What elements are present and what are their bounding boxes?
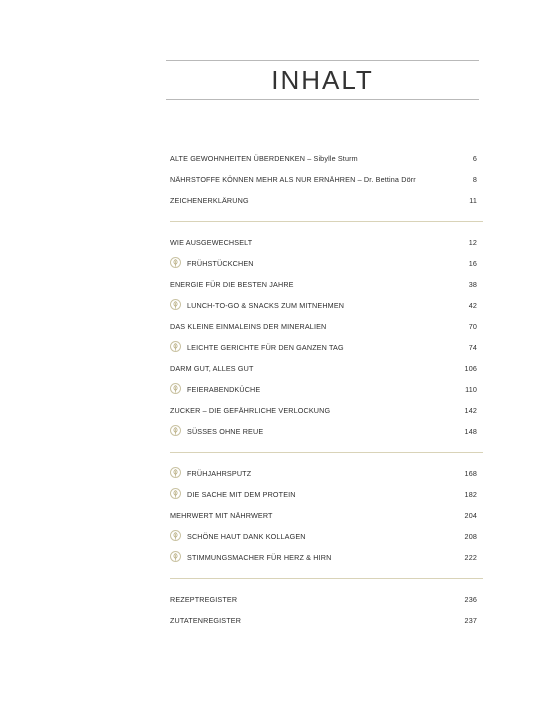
toc-entry-page-number: 204 <box>464 511 477 520</box>
recipe-leaf-icon <box>170 530 181 541</box>
toc-entry-page-number: 222 <box>464 553 477 562</box>
section-divider <box>170 452 483 453</box>
title-bottom-rule <box>166 99 479 100</box>
toc-entry-label: ALTE GEWOHNHEITEN ÜBERDENKEN – Sibylle Sturm <box>170 154 358 163</box>
toc-entry[interactable] <box>170 316 477 337</box>
toc-entry-page-number: 110 <box>465 385 477 394</box>
toc-entry-page-number: 8 <box>472 175 477 184</box>
toc-entry-label: FRÜHSTÜCKCHEN <box>187 259 254 268</box>
toc-entry[interactable] <box>170 169 477 190</box>
toc-entry-page-number: 168 <box>464 469 477 478</box>
toc-entry-label: SCHÖNE HAUT DANK KOLLAGEN <box>187 532 306 541</box>
toc-entry-page-number: 148 <box>464 427 477 436</box>
toc-entry[interactable] <box>170 253 477 274</box>
toc-entry[interactable] <box>170 190 477 211</box>
section-divider <box>170 221 483 222</box>
toc-entry-page-number: 142 <box>464 406 477 415</box>
recipe-leaf-icon <box>170 257 181 268</box>
toc-entry-page-number: 6 <box>472 154 477 163</box>
table-of-contents <box>170 148 477 631</box>
toc-entry[interactable] <box>170 526 477 547</box>
toc-entry-label: FEIERABENDKÜCHE <box>187 385 261 394</box>
toc-entry[interactable] <box>170 148 477 169</box>
toc-entry[interactable] <box>170 400 477 421</box>
toc-entry[interactable] <box>170 610 477 631</box>
toc-entry[interactable] <box>170 295 477 316</box>
toc-entry-page-number: 70 <box>468 322 477 331</box>
toc-entry-label: LUNCH-TO-GO & SNACKS ZUM MITNEHMEN <box>187 301 345 310</box>
toc-entry-page-number: 236 <box>464 595 477 604</box>
recipe-leaf-icon <box>170 383 181 394</box>
toc-entry-label: DARM GUT, ALLES GUT <box>170 364 254 373</box>
toc-entry-label: DIE SACHE MIT DEM PROTEIN <box>187 490 296 499</box>
toc-entry-label: ZUTATENREGISTER <box>170 616 242 625</box>
section-divider <box>170 578 483 579</box>
toc-entry-page-number: 42 <box>468 301 477 310</box>
recipe-leaf-icon <box>170 488 181 499</box>
toc-entry-page-number: 182 <box>464 490 477 499</box>
toc-section <box>170 463 477 568</box>
toc-entry[interactable] <box>170 421 477 442</box>
toc-entry-label: LEICHTE GERICHTE FÜR DEN GANZEN TAG <box>187 343 344 352</box>
toc-section <box>170 232 477 442</box>
toc-entry-label: STIMMUNGSMACHER FÜR HERZ & HIRN <box>187 553 332 562</box>
toc-entry-label: ZUCKER – DIE GEFÄHRLICHE VERLOCKUNG <box>170 406 331 415</box>
recipe-leaf-icon <box>170 299 181 310</box>
toc-entry[interactable] <box>170 274 477 295</box>
toc-entry[interactable] <box>170 505 477 526</box>
toc-entry-label: REZEPTREGISTER <box>170 595 238 604</box>
toc-entry-label: DAS KLEINE EINMALEINS DER MINERALIEN <box>170 322 327 331</box>
toc-entry[interactable] <box>170 484 477 505</box>
toc-entry-page-number: 237 <box>464 616 477 625</box>
toc-entry-label: NÄHRSTOFFE KÖNNEN MEHR ALS NUR ERNÄHREN – Dr. Bettina Dörr <box>170 175 416 184</box>
page-title: INHALT <box>271 65 374 95</box>
toc-entry-label: FRÜHJAHRSPUTZ <box>187 469 252 478</box>
toc-entry-page-number: 11 <box>469 196 477 205</box>
toc-entry-page-number: 12 <box>468 238 477 247</box>
recipe-leaf-icon <box>170 341 181 352</box>
toc-entry-label: MEHRWERT MIT NÄHRWERT <box>170 511 273 520</box>
toc-entry-label: SÜSSES OHNE REUE <box>187 427 264 436</box>
toc-entry[interactable] <box>170 463 477 484</box>
toc-entry-page-number: 74 <box>468 343 477 352</box>
recipe-leaf-icon <box>170 467 181 478</box>
title-top-rule <box>166 60 479 61</box>
toc-entry-page-number: 38 <box>468 280 477 289</box>
toc-entry-page-number: 106 <box>464 364 477 373</box>
toc-entry-label: ENERGIE FÜR DIE BESTEN JAHRE <box>170 280 294 289</box>
toc-entry[interactable] <box>170 232 477 253</box>
toc-entry-label: ZEICHENERKLÄRUNG <box>170 196 249 205</box>
toc-entry[interactable] <box>170 337 477 358</box>
toc-entry[interactable] <box>170 547 477 568</box>
toc-entry-page-number: 16 <box>468 259 477 268</box>
toc-entry[interactable] <box>170 589 477 610</box>
toc-section <box>170 589 477 631</box>
toc-section <box>170 148 477 211</box>
toc-entry[interactable] <box>170 358 477 379</box>
recipe-leaf-icon <box>170 551 181 562</box>
recipe-leaf-icon <box>170 425 181 436</box>
toc-entry[interactable] <box>170 379 477 400</box>
toc-entry-label: WIE AUSGEWECHSELT <box>170 238 253 247</box>
toc-entry-page-number: 208 <box>464 532 477 541</box>
